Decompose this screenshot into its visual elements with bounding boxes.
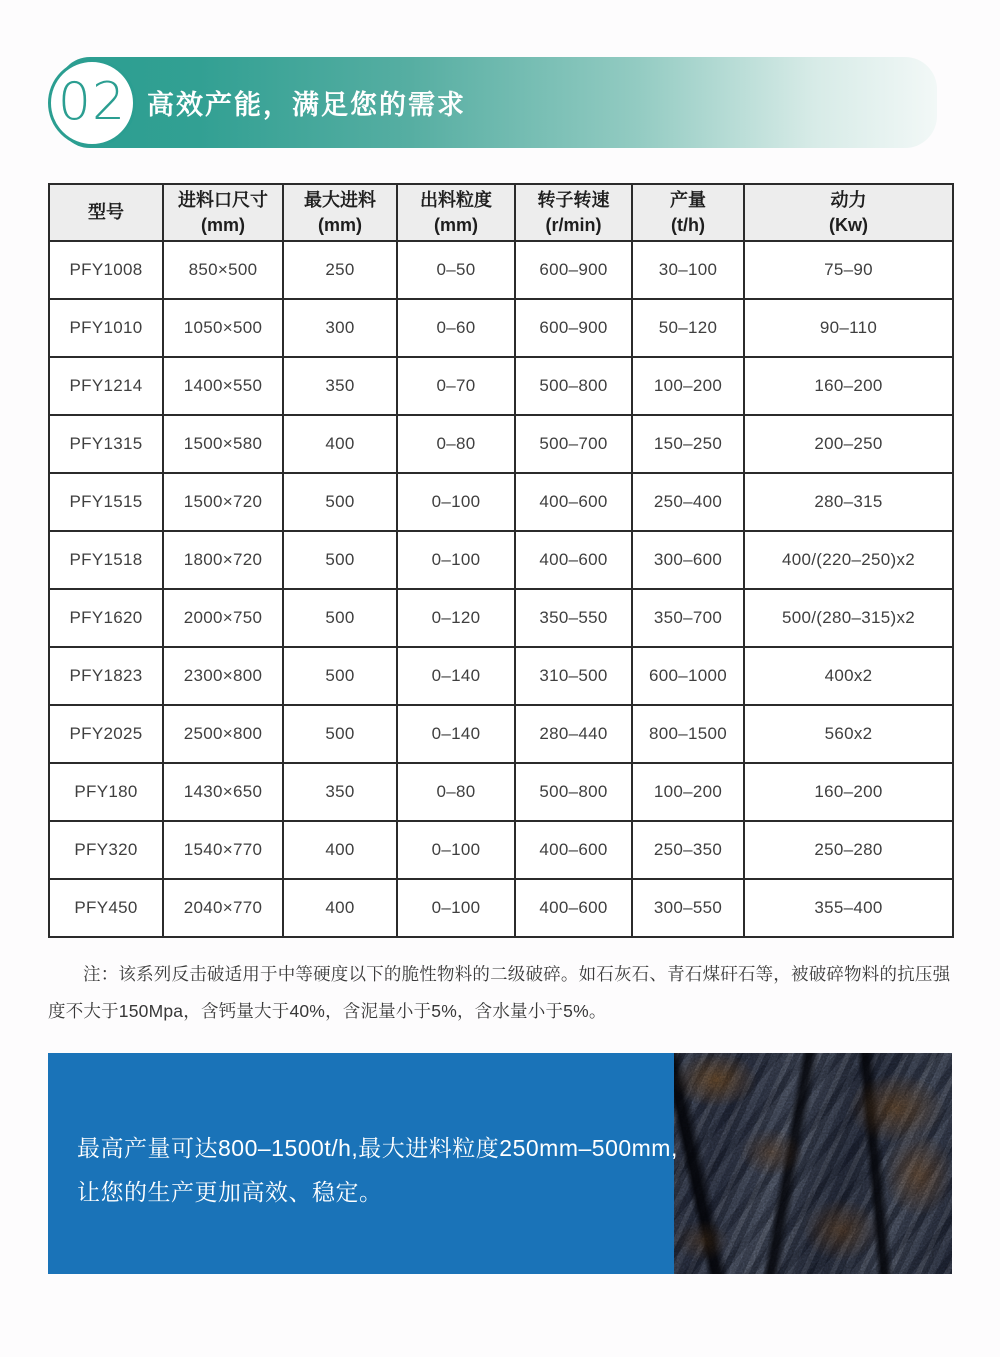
table-cell: 400–600 — [515, 879, 632, 937]
table-cell: 600–900 — [515, 241, 632, 299]
table-cell: 90–110 — [744, 299, 953, 357]
table-row — [49, 589, 953, 647]
table-row — [49, 531, 953, 589]
column-header: 转子转速 (r/min) — [515, 184, 632, 241]
table-cell: 1800×720 — [163, 531, 283, 589]
table-cell: 250 — [283, 241, 397, 299]
table-cell: 0–50 — [397, 241, 515, 299]
column-header: 动力 (Kw) — [744, 184, 953, 241]
spec-table — [48, 183, 954, 938]
table-cell: 300–600 — [632, 531, 744, 589]
table-cell: 400–600 — [515, 473, 632, 531]
table-cell: 1050×500 — [163, 299, 283, 357]
table-cell: 560x2 — [744, 705, 953, 763]
table-cell: 280–440 — [515, 705, 632, 763]
table-cell: PFY1823 — [49, 647, 163, 705]
table-cell: 400/(220–250)x2 — [744, 531, 953, 589]
table-cell: PFY320 — [49, 821, 163, 879]
table-cell: 500 — [283, 589, 397, 647]
table-row — [49, 647, 953, 705]
table-cell: 0–100 — [397, 821, 515, 879]
table-cell: 150–250 — [632, 415, 744, 473]
banner-text — [77, 1126, 678, 1214]
table-cell: 30–100 — [632, 241, 744, 299]
banner-line-1: 最高产量可达800–1500t/h,最大进料粒度250mm–500mm, — [77, 1135, 678, 1161]
table-row — [49, 415, 953, 473]
table-cell: PFY180 — [49, 763, 163, 821]
table-cell: 1500×580 — [163, 415, 283, 473]
table-cell: PFY1315 — [49, 415, 163, 473]
table-cell: 310–500 — [515, 647, 632, 705]
table-cell: 500 — [283, 647, 397, 705]
table-cell: 0–100 — [397, 531, 515, 589]
table-cell: 2500×800 — [163, 705, 283, 763]
table-cell: 500/(280–315)x2 — [744, 589, 953, 647]
table-cell: 250–400 — [632, 473, 744, 531]
table-cell: PFY450 — [49, 879, 163, 937]
table-cell: 300–550 — [632, 879, 744, 937]
rock-photo — [674, 1053, 952, 1274]
table-cell: 0–140 — [397, 647, 515, 705]
table-cell: 400 — [283, 821, 397, 879]
table-cell: PFY1518 — [49, 531, 163, 589]
table-cell: PFY1010 — [49, 299, 163, 357]
table-cell: 2040×770 — [163, 879, 283, 937]
table-header-row — [49, 184, 953, 241]
table-cell: 400–600 — [515, 531, 632, 589]
table-row — [49, 705, 953, 763]
table-cell: 1540×770 — [163, 821, 283, 879]
table-cell: 350 — [283, 357, 397, 415]
table-cell: 500–700 — [515, 415, 632, 473]
column-header: 型号 — [49, 184, 163, 241]
table-cell: 500 — [283, 473, 397, 531]
table-cell: 1400×550 — [163, 357, 283, 415]
table-cell: 850×500 — [163, 241, 283, 299]
banner-line-2: 让您的生产更加高效、稳定。 — [77, 1179, 383, 1205]
table-cell: 250–280 — [744, 821, 953, 879]
table-cell: 500–800 — [515, 763, 632, 821]
table-row — [49, 473, 953, 531]
table-row — [49, 879, 953, 937]
table-cell: 350 — [283, 763, 397, 821]
table-row — [49, 821, 953, 879]
table-cell: 500 — [283, 531, 397, 589]
column-header: 出料粒度 (mm) — [397, 184, 515, 241]
table-cell: 160–200 — [744, 357, 953, 415]
highlight-banner — [48, 1053, 952, 1274]
table-row — [49, 241, 953, 299]
note-text: 注：该系列反击破适用于中等硬度以下的脆性物料的二级破碎。如石灰石、青石煤矸石等，被破碎物料的抗压强度不大于150Mpa，含钙量大于40%，含泥量小于5%，含水量小于5%。 — [48, 964, 951, 1021]
table-row — [49, 357, 953, 415]
table-cell: 1500×720 — [163, 473, 283, 531]
table-cell: 0–80 — [397, 763, 515, 821]
section-title: 高效产能，满足您的需求 — [147, 90, 466, 120]
table-cell: 600–900 — [515, 299, 632, 357]
table-cell: 600–1000 — [632, 647, 744, 705]
column-header: 进料口尺寸 (mm) — [163, 184, 283, 241]
table-cell: 200–250 — [744, 415, 953, 473]
table-cell: 280–315 — [744, 473, 953, 531]
table-cell: 400 — [283, 415, 397, 473]
table-cell: PFY1008 — [49, 241, 163, 299]
table-cell: 0–60 — [397, 299, 515, 357]
table-cell: 100–200 — [632, 763, 744, 821]
table-cell: 0–100 — [397, 879, 515, 937]
table-row — [49, 299, 953, 357]
table-cell: 350–700 — [632, 589, 744, 647]
table-cell: PFY2025 — [49, 705, 163, 763]
table-cell: 0–120 — [397, 589, 515, 647]
rock-texture-noise — [674, 1053, 952, 1274]
table-cell: 800–1500 — [632, 705, 744, 763]
table-cell: 500 — [283, 705, 397, 763]
table-cell: 0–140 — [397, 705, 515, 763]
table-row — [49, 763, 953, 821]
table-cell: 50–120 — [632, 299, 744, 357]
table-cell: 350–550 — [515, 589, 632, 647]
column-header: 最大进料 (mm) — [283, 184, 397, 241]
table-cell: 0–100 — [397, 473, 515, 531]
section-header — [0, 0, 1000, 160]
column-header: 产量 (t/h) — [632, 184, 744, 241]
table-cell: 250–350 — [632, 821, 744, 879]
table-cell: PFY1620 — [49, 589, 163, 647]
table-cell: PFY1515 — [49, 473, 163, 531]
table-cell: 400 — [283, 879, 397, 937]
table-cell: 300 — [283, 299, 397, 357]
table-cell: 100–200 — [632, 357, 744, 415]
table-cell: 160–200 — [744, 763, 953, 821]
table-cell: 0–80 — [397, 415, 515, 473]
table-cell: 500–800 — [515, 357, 632, 415]
table-cell: 2300×800 — [163, 647, 283, 705]
table-cell: PFY1214 — [49, 357, 163, 415]
table-cell: 400x2 — [744, 647, 953, 705]
table-cell: 355–400 — [744, 879, 953, 937]
section-number-badge — [48, 59, 136, 147]
section-number: 02 — [57, 71, 127, 132]
table-cell: 0–70 — [397, 357, 515, 415]
table-cell: 2000×750 — [163, 589, 283, 647]
table-cell: 1430×650 — [163, 763, 283, 821]
table-cell: 400–600 — [515, 821, 632, 879]
table-cell: 75–90 — [744, 241, 953, 299]
